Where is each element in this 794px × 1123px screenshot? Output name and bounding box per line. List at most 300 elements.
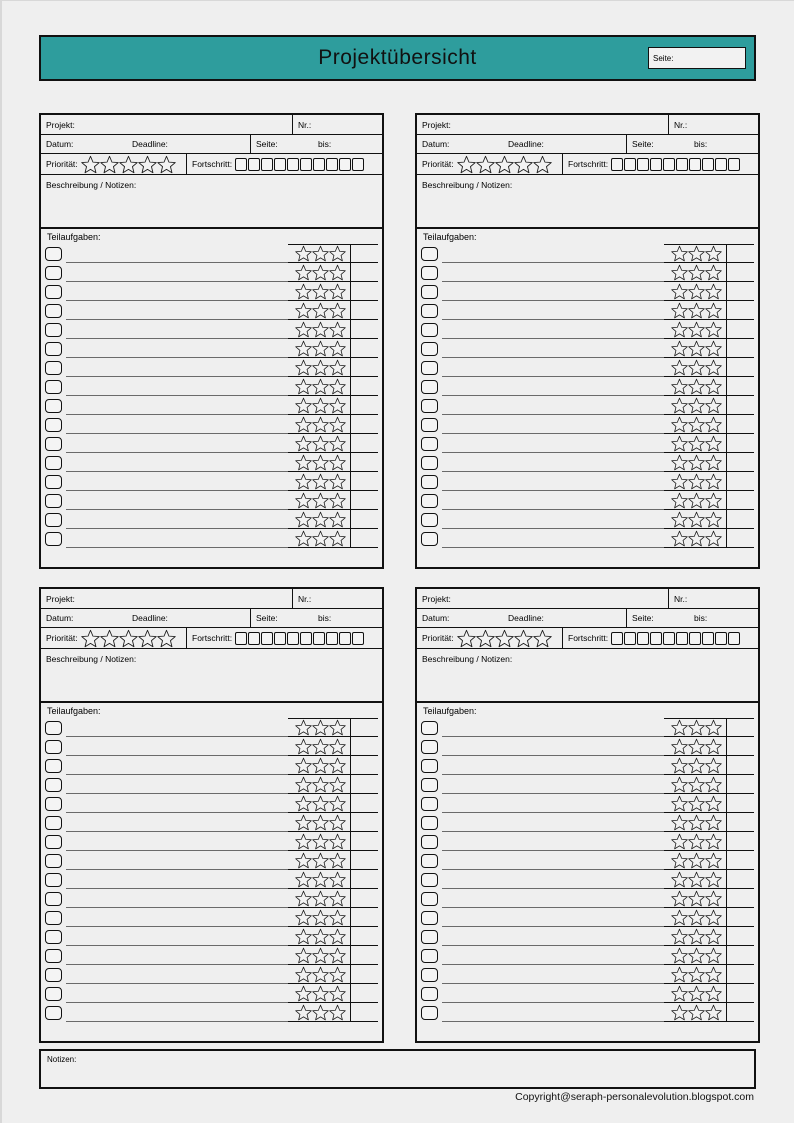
task-rating-stars[interactable] <box>671 435 722 452</box>
task-extra-cell[interactable] <box>727 965 754 984</box>
star-icon[interactable] <box>514 629 533 648</box>
task-write-line[interactable] <box>66 472 288 491</box>
task-rating-cell[interactable] <box>664 320 726 339</box>
task-checkbox[interactable] <box>45 418 62 432</box>
task-write-line[interactable] <box>66 358 288 377</box>
star-icon[interactable] <box>671 340 688 357</box>
task-rating-stars[interactable] <box>295 738 346 755</box>
task-rating-stars[interactable] <box>671 1004 722 1021</box>
star-icon[interactable] <box>329 947 346 964</box>
task-rating-cell[interactable] <box>288 263 350 282</box>
task-write-line[interactable] <box>66 301 288 320</box>
star-icon[interactable] <box>295 283 312 300</box>
task-rating-cell[interactable] <box>664 415 726 434</box>
star-icon[interactable] <box>295 454 312 471</box>
star-icon[interactable] <box>688 833 705 850</box>
priority-stars[interactable] <box>457 629 552 648</box>
task-extra-cell[interactable] <box>727 1003 754 1022</box>
task-rating-stars[interactable] <box>295 302 346 319</box>
progress-box[interactable] <box>702 158 714 171</box>
task-rating-cell[interactable] <box>288 737 350 756</box>
progress-box[interactable] <box>300 632 312 645</box>
task-rating-stars[interactable] <box>671 719 722 736</box>
date-field[interactable] <box>417 609 503 627</box>
page-field[interactable] <box>251 609 313 627</box>
star-icon[interactable] <box>295 738 312 755</box>
star-icon[interactable] <box>705 283 722 300</box>
task-rating-cell[interactable] <box>664 396 726 415</box>
star-icon[interactable] <box>705 302 722 319</box>
task-extra-cell[interactable] <box>727 396 754 415</box>
star-icon[interactable] <box>329 416 346 433</box>
star-icon[interactable] <box>329 492 346 509</box>
task-rating-stars[interactable] <box>295 359 346 376</box>
task-checkbox[interactable] <box>421 930 438 944</box>
task-checkbox[interactable] <box>421 361 438 375</box>
description-field[interactable] <box>41 175 136 227</box>
description-field[interactable] <box>41 649 136 701</box>
progress-boxes[interactable] <box>235 158 364 171</box>
star-icon[interactable] <box>671 966 688 983</box>
task-checkbox[interactable] <box>421 816 438 830</box>
task-rating-stars[interactable] <box>295 473 346 490</box>
task-rating-cell[interactable] <box>664 870 726 889</box>
star-icon[interactable] <box>312 852 329 869</box>
task-row[interactable] <box>421 282 664 301</box>
star-icon[interactable] <box>688 454 705 471</box>
task-rating-stars[interactable] <box>295 757 346 774</box>
task-rating-stars[interactable] <box>671 928 722 945</box>
task-rating-cell[interactable] <box>288 358 350 377</box>
task-row[interactable] <box>45 472 288 491</box>
star-icon[interactable] <box>295 359 312 376</box>
task-checkbox[interactable] <box>421 949 438 963</box>
task-rating-stars[interactable] <box>295 530 346 547</box>
task-rating-stars[interactable] <box>295 1004 346 1021</box>
task-rating-stars[interactable] <box>671 283 722 300</box>
star-icon[interactable] <box>688 890 705 907</box>
star-icon[interactable] <box>295 473 312 490</box>
task-extra-cell[interactable] <box>727 775 754 794</box>
task-rating-stars[interactable] <box>671 454 722 471</box>
task-row[interactable] <box>421 851 664 870</box>
star-icon[interactable] <box>533 629 552 648</box>
star-icon[interactable] <box>312 340 329 357</box>
star-icon[interactable] <box>329 738 346 755</box>
task-write-line[interactable] <box>442 851 664 870</box>
task-write-line[interactable] <box>66 851 288 870</box>
star-icon[interactable] <box>81 629 100 648</box>
task-row[interactable] <box>421 510 664 529</box>
task-checkbox[interactable] <box>421 323 438 337</box>
task-extra-cell[interactable] <box>351 510 378 529</box>
task-checkbox[interactable] <box>421 854 438 868</box>
star-icon[interactable] <box>705 966 722 983</box>
star-icon[interactable] <box>295 795 312 812</box>
task-rating-cell[interactable] <box>664 775 726 794</box>
progress-box[interactable] <box>326 158 338 171</box>
star-icon[interactable] <box>705 947 722 964</box>
progress-box[interactable] <box>326 632 338 645</box>
star-icon[interactable] <box>295 416 312 433</box>
star-icon[interactable] <box>329 435 346 452</box>
star-icon[interactable] <box>476 155 495 174</box>
task-extra-cell[interactable] <box>351 832 378 851</box>
task-extra-cell[interactable] <box>351 1003 378 1022</box>
task-rating-cell[interactable] <box>664 908 726 927</box>
star-icon[interactable] <box>329 852 346 869</box>
task-row[interactable] <box>421 358 664 377</box>
star-icon[interactable] <box>705 795 722 812</box>
task-row[interactable] <box>421 889 664 908</box>
date-field[interactable] <box>417 135 503 153</box>
task-rating-cell[interactable] <box>288 491 350 510</box>
until-field[interactable] <box>689 135 758 153</box>
progress-box[interactable] <box>650 632 662 645</box>
task-rating-stars[interactable] <box>671 871 722 888</box>
task-extra-cell[interactable] <box>727 718 754 737</box>
task-row[interactable] <box>421 794 664 813</box>
task-row[interactable] <box>45 794 288 813</box>
task-extra-cell[interactable] <box>727 832 754 851</box>
task-row[interactable] <box>45 282 288 301</box>
task-rating-stars[interactable] <box>295 454 346 471</box>
task-checkbox[interactable] <box>421 968 438 982</box>
task-rating-stars[interactable] <box>671 340 722 357</box>
task-extra-cell[interactable] <box>727 472 754 491</box>
star-icon[interactable] <box>705 245 722 262</box>
task-extra-cell[interactable] <box>727 870 754 889</box>
task-checkbox[interactable] <box>421 513 438 527</box>
task-rating-stars[interactable] <box>671 378 722 395</box>
star-icon[interactable] <box>671 511 688 528</box>
task-extra-cell[interactable] <box>727 813 754 832</box>
progress-boxes[interactable] <box>611 632 740 645</box>
task-rating-cell[interactable] <box>664 851 726 870</box>
task-row[interactable] <box>421 813 664 832</box>
star-icon[interactable] <box>295 814 312 831</box>
star-icon[interactable] <box>295 1004 312 1021</box>
task-write-line[interactable] <box>442 529 664 548</box>
star-icon[interactable] <box>295 435 312 452</box>
star-icon[interactable] <box>329 928 346 945</box>
star-icon[interactable] <box>312 454 329 471</box>
star-icon[interactable] <box>705 1004 722 1021</box>
task-rating-cell[interactable] <box>288 529 350 548</box>
task-row[interactable] <box>421 339 664 358</box>
task-extra-cell[interactable] <box>727 434 754 453</box>
task-checkbox[interactable] <box>45 266 62 280</box>
task-rating-cell[interactable] <box>664 472 726 491</box>
task-extra-cell[interactable] <box>351 889 378 908</box>
task-rating-cell[interactable] <box>288 320 350 339</box>
task-rating-cell[interactable] <box>664 339 726 358</box>
star-icon[interactable] <box>671 302 688 319</box>
task-extra-cell[interactable] <box>727 794 754 813</box>
task-rating-cell[interactable] <box>664 794 726 813</box>
star-icon[interactable] <box>312 890 329 907</box>
task-write-line[interactable] <box>442 1003 664 1022</box>
star-icon[interactable] <box>138 629 157 648</box>
star-icon[interactable] <box>671 985 688 1002</box>
task-checkbox[interactable] <box>45 797 62 811</box>
until-field[interactable] <box>313 135 382 153</box>
star-icon[interactable] <box>671 833 688 850</box>
task-rating-cell[interactable] <box>288 946 350 965</box>
progress-box[interactable] <box>274 158 286 171</box>
task-row[interactable] <box>45 851 288 870</box>
task-rating-cell[interactable] <box>288 889 350 908</box>
task-row[interactable] <box>45 965 288 984</box>
task-extra-cell[interactable] <box>727 908 754 927</box>
star-icon[interactable] <box>329 985 346 1002</box>
task-write-line[interactable] <box>442 415 664 434</box>
task-write-line[interactable] <box>66 263 288 282</box>
task-checkbox[interactable] <box>45 949 62 963</box>
task-write-line[interactable] <box>442 832 664 851</box>
star-icon[interactable] <box>295 492 312 509</box>
number-field[interactable] <box>293 589 382 608</box>
task-extra-cell[interactable] <box>727 339 754 358</box>
progress-box[interactable] <box>274 632 286 645</box>
task-checkbox[interactable] <box>45 968 62 982</box>
star-icon[interactable] <box>295 833 312 850</box>
progress-box[interactable] <box>689 158 701 171</box>
task-write-line[interactable] <box>442 756 664 775</box>
star-icon[interactable] <box>688 283 705 300</box>
task-rating-stars[interactable] <box>671 738 722 755</box>
star-icon[interactable] <box>312 511 329 528</box>
task-rating-cell[interactable] <box>664 756 726 775</box>
task-write-line[interactable] <box>442 510 664 529</box>
task-extra-cell[interactable] <box>351 415 378 434</box>
task-extra-cell[interactable] <box>351 472 378 491</box>
deadline-field[interactable] <box>127 609 251 627</box>
task-checkbox[interactable] <box>421 437 438 451</box>
task-rating-cell[interactable] <box>664 358 726 377</box>
task-rating-cell[interactable] <box>288 965 350 984</box>
task-extra-cell[interactable] <box>351 396 378 415</box>
priority-stars[interactable] <box>81 629 176 648</box>
task-rating-cell[interactable] <box>288 472 350 491</box>
star-icon[interactable] <box>329 340 346 357</box>
task-row[interactable] <box>45 510 288 529</box>
task-rating-cell[interactable] <box>288 339 350 358</box>
task-rating-cell[interactable] <box>664 927 726 946</box>
task-rating-stars[interactable] <box>671 245 722 262</box>
task-extra-cell[interactable] <box>351 927 378 946</box>
star-icon[interactable] <box>329 283 346 300</box>
task-rating-stars[interactable] <box>295 928 346 945</box>
star-icon[interactable] <box>329 814 346 831</box>
task-row[interactable] <box>421 529 664 548</box>
progress-box[interactable] <box>676 632 688 645</box>
task-rating-stars[interactable] <box>671 397 722 414</box>
task-write-line[interactable] <box>66 718 288 737</box>
task-extra-cell[interactable] <box>351 718 378 737</box>
task-rating-stars[interactable] <box>295 416 346 433</box>
star-icon[interactable] <box>295 966 312 983</box>
task-checkbox[interactable] <box>421 873 438 887</box>
task-write-line[interactable] <box>66 1003 288 1022</box>
star-icon[interactable] <box>312 435 329 452</box>
task-rating-stars[interactable] <box>295 511 346 528</box>
progress-box[interactable] <box>287 632 299 645</box>
star-icon[interactable] <box>295 378 312 395</box>
star-icon[interactable] <box>329 757 346 774</box>
star-icon[interactable] <box>295 321 312 338</box>
project-field[interactable] <box>417 115 669 134</box>
progress-box[interactable] <box>715 158 727 171</box>
star-icon[interactable] <box>312 264 329 281</box>
star-icon[interactable] <box>688 397 705 414</box>
star-icon[interactable] <box>688 264 705 281</box>
task-write-line[interactable] <box>442 453 664 472</box>
task-row[interactable] <box>45 1003 288 1022</box>
star-icon[interactable] <box>688 492 705 509</box>
task-rating-cell[interactable] <box>288 1003 350 1022</box>
star-icon[interactable] <box>157 155 176 174</box>
task-rating-stars[interactable] <box>295 264 346 281</box>
star-icon[interactable] <box>705 454 722 471</box>
star-icon[interactable] <box>705 871 722 888</box>
progress-box[interactable] <box>339 158 351 171</box>
task-rating-stars[interactable] <box>295 871 346 888</box>
task-rating-cell[interactable] <box>288 377 350 396</box>
task-extra-cell[interactable] <box>351 529 378 548</box>
task-extra-cell[interactable] <box>727 851 754 870</box>
task-rating-stars[interactable] <box>671 947 722 964</box>
star-icon[interactable] <box>688 416 705 433</box>
star-icon[interactable] <box>671 757 688 774</box>
star-icon[interactable] <box>329 776 346 793</box>
task-checkbox[interactable] <box>421 1006 438 1020</box>
star-icon[interactable] <box>329 530 346 547</box>
task-write-line[interactable] <box>442 491 664 510</box>
task-write-line[interactable] <box>442 472 664 491</box>
task-row[interactable] <box>45 870 288 889</box>
task-write-line[interactable] <box>66 832 288 851</box>
star-icon[interactable] <box>312 833 329 850</box>
star-icon[interactable] <box>295 245 312 262</box>
star-icon[interactable] <box>329 302 346 319</box>
task-rating-stars[interactable] <box>295 283 346 300</box>
star-icon[interactable] <box>705 492 722 509</box>
star-icon[interactable] <box>329 890 346 907</box>
task-write-line[interactable] <box>442 946 664 965</box>
star-icon[interactable] <box>688 245 705 262</box>
star-icon[interactable] <box>295 340 312 357</box>
task-extra-cell[interactable] <box>351 794 378 813</box>
task-rating-cell[interactable] <box>664 434 726 453</box>
task-extra-cell[interactable] <box>351 453 378 472</box>
star-icon[interactable] <box>688 435 705 452</box>
task-rating-cell[interactable] <box>288 794 350 813</box>
task-rating-stars[interactable] <box>671 776 722 793</box>
star-icon[interactable] <box>688 321 705 338</box>
task-row[interactable] <box>45 908 288 927</box>
star-icon[interactable] <box>329 719 346 736</box>
star-icon[interactable] <box>671 454 688 471</box>
task-checkbox[interactable] <box>45 342 62 356</box>
task-checkbox[interactable] <box>45 323 62 337</box>
star-icon[interactable] <box>688 871 705 888</box>
star-icon[interactable] <box>295 928 312 945</box>
star-icon[interactable] <box>705 511 722 528</box>
star-icon[interactable] <box>688 719 705 736</box>
task-write-line[interactable] <box>442 794 664 813</box>
progress-box[interactable] <box>715 632 727 645</box>
task-rating-stars[interactable] <box>295 795 346 812</box>
star-icon[interactable] <box>476 629 495 648</box>
task-checkbox[interactable] <box>45 1006 62 1020</box>
task-checkbox[interactable] <box>45 835 62 849</box>
task-row[interactable] <box>421 320 664 339</box>
task-row[interactable] <box>45 832 288 851</box>
task-rating-stars[interactable] <box>671 492 722 509</box>
task-row[interactable] <box>45 529 288 548</box>
task-checkbox[interactable] <box>421 892 438 906</box>
star-icon[interactable] <box>329 397 346 414</box>
task-row[interactable] <box>421 908 664 927</box>
star-icon[interactable] <box>705 909 722 926</box>
star-icon[interactable] <box>705 985 722 1002</box>
project-field[interactable] <box>417 589 669 608</box>
task-rating-stars[interactable] <box>295 435 346 452</box>
task-checkbox[interactable] <box>421 835 438 849</box>
star-icon[interactable] <box>157 629 176 648</box>
task-checkbox[interactable] <box>45 759 62 773</box>
task-rating-cell[interactable] <box>288 851 350 870</box>
star-icon[interactable] <box>671 492 688 509</box>
task-write-line[interactable] <box>66 377 288 396</box>
task-rating-cell[interactable] <box>288 244 350 263</box>
task-row[interactable] <box>421 453 664 472</box>
task-rating-cell[interactable] <box>664 832 726 851</box>
star-icon[interactable] <box>688 928 705 945</box>
task-extra-cell[interactable] <box>351 775 378 794</box>
task-checkbox[interactable] <box>45 930 62 944</box>
star-icon[interactable] <box>312 473 329 490</box>
task-rating-cell[interactable] <box>664 984 726 1003</box>
star-icon[interactable] <box>329 1004 346 1021</box>
task-extra-cell[interactable] <box>727 529 754 548</box>
progress-boxes[interactable] <box>235 632 364 645</box>
progress-box[interactable] <box>248 158 260 171</box>
task-extra-cell[interactable] <box>351 263 378 282</box>
star-icon[interactable] <box>688 738 705 755</box>
star-icon[interactable] <box>100 155 119 174</box>
task-rating-cell[interactable] <box>288 813 350 832</box>
task-checkbox[interactable] <box>421 418 438 432</box>
star-icon[interactable] <box>329 454 346 471</box>
deadline-field[interactable] <box>503 135 627 153</box>
star-icon[interactable] <box>312 530 329 547</box>
task-row[interactable] <box>45 813 288 832</box>
page-field[interactable] <box>627 609 689 627</box>
star-icon[interactable] <box>329 833 346 850</box>
task-rating-stars[interactable] <box>295 397 346 414</box>
progress-box[interactable] <box>261 158 273 171</box>
task-write-line[interactable] <box>66 510 288 529</box>
star-icon[interactable] <box>688 776 705 793</box>
task-row[interactable] <box>421 377 664 396</box>
task-extra-cell[interactable] <box>351 851 378 870</box>
task-row[interactable] <box>45 244 288 263</box>
star-icon[interactable] <box>688 378 705 395</box>
task-row[interactable] <box>421 1003 664 1022</box>
progress-boxes[interactable] <box>611 158 740 171</box>
